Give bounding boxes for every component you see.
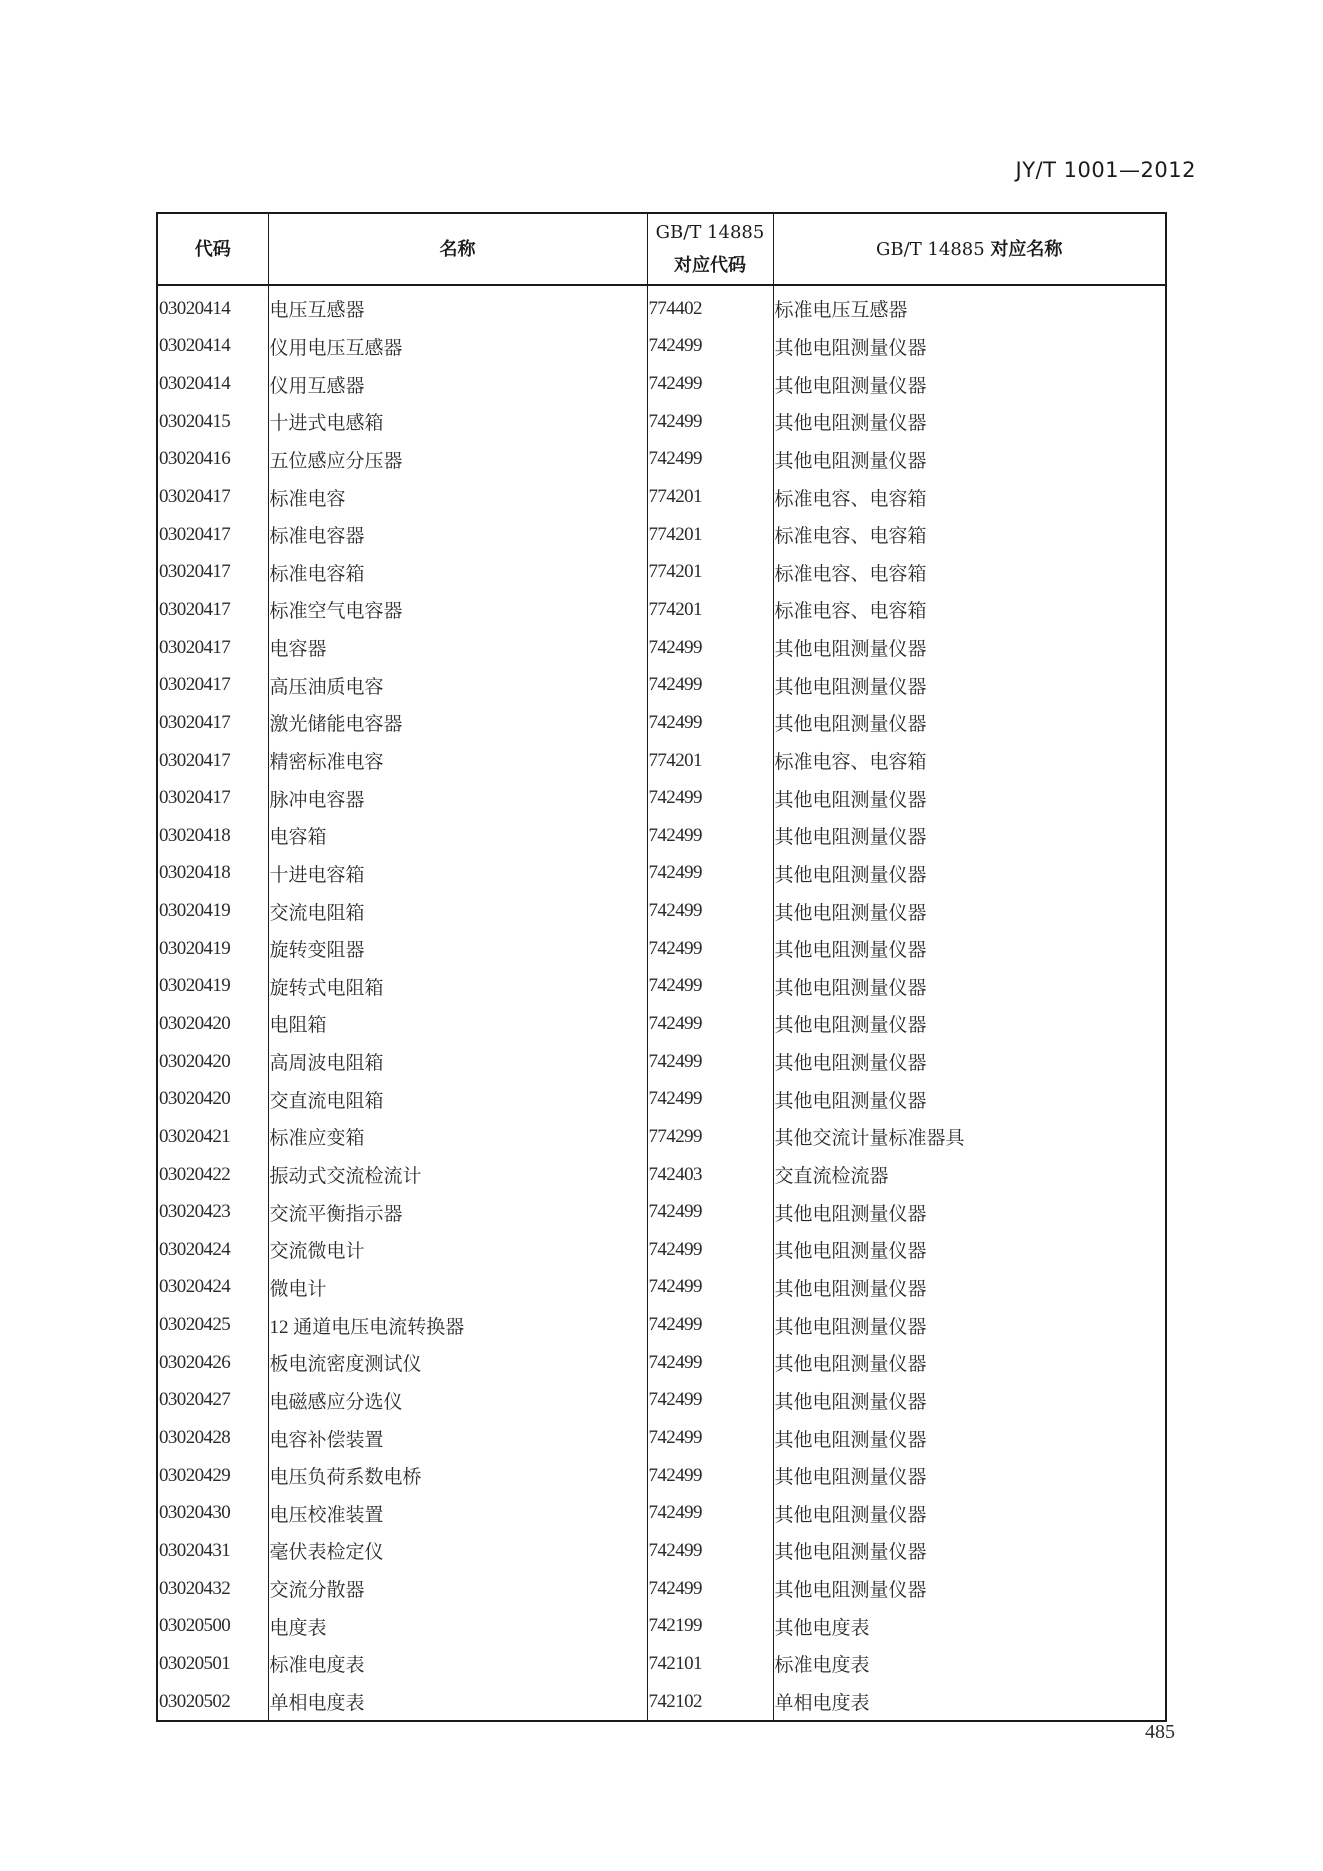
cell-gb-code: 742499 — [647, 817, 773, 855]
cell-gb-code: 742499 — [647, 403, 773, 441]
cell-name: 标准空气电容器 — [268, 591, 647, 629]
cell-gb-code: 742499 — [647, 1495, 773, 1533]
cell-code: 03020424 — [157, 1231, 268, 1269]
cell-code: 03020424 — [157, 1269, 268, 1307]
cell-gb-name: 其他电阻测量仪器 — [773, 365, 1166, 403]
column-header-gb-code — [647, 213, 773, 285]
cell-gb-name: 其他电阻测量仪器 — [773, 1231, 1166, 1269]
cell-code: 03020422 — [157, 1156, 268, 1194]
column-header-gb-code-line2: 对应代码 — [674, 255, 746, 276]
cell-gb-code: 742499 — [647, 1306, 773, 1344]
table-row — [157, 1118, 1166, 1156]
cell-code: 03020418 — [157, 817, 268, 855]
table-row — [157, 1269, 1166, 1307]
cell-gb-name: 其他电阻测量仪器 — [773, 1306, 1166, 1344]
cell-gb-code: 774201 — [647, 591, 773, 629]
cell-name: 电压互感器 — [268, 285, 647, 328]
cell-gb-code: 742499 — [647, 1231, 773, 1269]
cell-name: 仪用电压互感器 — [268, 328, 647, 366]
cell-gb-code: 742499 — [647, 1457, 773, 1495]
cell-gb-code: 742102 — [647, 1683, 773, 1722]
cell-gb-code: 742499 — [647, 1269, 773, 1307]
cell-name: 旋转变阻器 — [268, 930, 647, 968]
column-header-gb-code-line1: GB/T 14885 — [655, 222, 765, 243]
cell-gb-code: 742499 — [647, 666, 773, 704]
cell-gb-name: 其他电阻测量仪器 — [773, 1532, 1166, 1570]
cell-gb-name: 标准电压互感器 — [773, 285, 1166, 328]
cell-code: 03020421 — [157, 1118, 268, 1156]
cell-name: 电磁感应分选仪 — [268, 1382, 647, 1420]
cell-code: 03020429 — [157, 1457, 268, 1495]
cell-gb-name: 其他电阻测量仪器 — [773, 1382, 1166, 1420]
cell-gb-name: 其他电阻测量仪器 — [773, 1193, 1166, 1231]
table-row — [157, 1005, 1166, 1043]
cell-code: 03020426 — [157, 1344, 268, 1382]
cell-gb-code: 742499 — [647, 704, 773, 742]
cell-name: 电度表 — [268, 1607, 647, 1645]
cell-code: 03020417 — [157, 591, 268, 629]
table-row — [157, 968, 1166, 1006]
cell-gb-name: 其他电阻测量仪器 — [773, 1344, 1166, 1382]
table-row — [157, 1570, 1166, 1608]
cell-gb-code: 742499 — [647, 779, 773, 817]
table-row — [157, 478, 1166, 516]
cell-gb-code: 742499 — [647, 1382, 773, 1420]
column-header-code: 代码 — [157, 213, 268, 285]
cell-gb-code: 742499 — [647, 930, 773, 968]
cell-code: 03020417 — [157, 666, 268, 704]
cell-gb-name: 交直流检流器 — [773, 1156, 1166, 1194]
cell-code: 03020414 — [157, 328, 268, 366]
cell-gb-code: 774201 — [647, 478, 773, 516]
cell-name: 电压校准装置 — [268, 1495, 647, 1533]
cell-code: 03020502 — [157, 1683, 268, 1722]
table-row — [157, 1645, 1166, 1683]
cell-name: 微电计 — [268, 1269, 647, 1307]
cell-code: 03020425 — [157, 1306, 268, 1344]
cell-name: 十进电容箱 — [268, 855, 647, 893]
cell-name: 仪用互感器 — [268, 365, 647, 403]
table-row — [157, 892, 1166, 930]
cell-gb-name: 其他电阻测量仪器 — [773, 1457, 1166, 1495]
table-row — [157, 591, 1166, 629]
table-row — [157, 1419, 1166, 1457]
cell-gb-code: 742499 — [647, 892, 773, 930]
cell-name: 高压油质电容 — [268, 666, 647, 704]
cell-code: 03020430 — [157, 1495, 268, 1533]
table-row — [157, 1156, 1166, 1194]
cell-name: 板电流密度测试仪 — [268, 1344, 647, 1382]
table-row — [157, 1457, 1166, 1495]
cell-name: 电压负荷系数电桥 — [268, 1457, 647, 1495]
cell-code: 03020420 — [157, 1080, 268, 1118]
cell-code: 03020414 — [157, 365, 268, 403]
cell-code: 03020417 — [157, 779, 268, 817]
cell-code: 03020431 — [157, 1532, 268, 1570]
cell-gb-code: 774201 — [647, 742, 773, 780]
cell-gb-name: 其他电阻测量仪器 — [773, 629, 1166, 667]
table-row — [157, 704, 1166, 742]
table-row — [157, 1683, 1166, 1722]
cell-gb-name: 标准电容、电容箱 — [773, 516, 1166, 554]
cell-gb-code: 774402 — [647, 285, 773, 328]
page-number: 485 — [1145, 1721, 1175, 1743]
cell-code: 03020419 — [157, 930, 268, 968]
cell-code: 03020417 — [157, 553, 268, 591]
table-body — [157, 285, 1166, 1721]
table-row — [157, 403, 1166, 441]
table-row — [157, 930, 1166, 968]
table-row — [157, 285, 1166, 328]
standard-code-header: JY/T 1001—2012 — [1015, 158, 1196, 182]
cell-code: 03020418 — [157, 855, 268, 893]
cell-code: 03020417 — [157, 742, 268, 780]
column-header-name: 名称 — [268, 213, 647, 285]
cell-gb-code: 742499 — [647, 441, 773, 479]
cell-code: 03020417 — [157, 478, 268, 516]
cell-gb-code: 742499 — [647, 1193, 773, 1231]
cell-name: 交流平衡指示器 — [268, 1193, 647, 1231]
cell-code: 03020419 — [157, 892, 268, 930]
cell-name: 交流分散器 — [268, 1570, 647, 1608]
table-row — [157, 1231, 1166, 1269]
cell-gb-code: 742499 — [647, 328, 773, 366]
cell-gb-name: 其他电阻测量仪器 — [773, 441, 1166, 479]
cell-name: 旋转式电阻箱 — [268, 968, 647, 1006]
table-row — [157, 855, 1166, 893]
cell-gb-name: 其他电阻测量仪器 — [773, 328, 1166, 366]
table-row — [157, 553, 1166, 591]
cell-code: 03020419 — [157, 968, 268, 1006]
cell-gb-code: 774299 — [647, 1118, 773, 1156]
cell-code: 03020500 — [157, 1607, 268, 1645]
cell-gb-code: 742199 — [647, 1607, 773, 1645]
cell-name: 标准应变箱 — [268, 1118, 647, 1156]
table-row — [157, 1043, 1166, 1081]
cell-name: 标准电度表 — [268, 1645, 647, 1683]
cell-name: 电容箱 — [268, 817, 647, 855]
cell-gb-name: 其他电阻测量仪器 — [773, 968, 1166, 1006]
cell-code: 03020432 — [157, 1570, 268, 1608]
table-row — [157, 328, 1166, 366]
cell-gb-name: 其他电阻测量仪器 — [773, 1419, 1166, 1457]
column-header-gb-name — [773, 213, 1166, 285]
cell-gb-name: 标准电容、电容箱 — [773, 553, 1166, 591]
table-row — [157, 1607, 1166, 1645]
cell-name: 标准电容箱 — [268, 553, 647, 591]
cell-code: 03020417 — [157, 704, 268, 742]
cell-gb-name: 其他电阻测量仪器 — [773, 817, 1166, 855]
cell-gb-name: 其他电阻测量仪器 — [773, 1080, 1166, 1118]
cell-gb-code: 742499 — [647, 629, 773, 667]
cell-gb-name: 其他电阻测量仪器 — [773, 1495, 1166, 1533]
column-header-gb-name-prefix: GB/T 14885 — [876, 238, 991, 260]
cell-gb-code: 742499 — [647, 1043, 773, 1081]
cell-gb-name: 其他交流计量标准器具 — [773, 1118, 1166, 1156]
cell-name: 单相电度表 — [268, 1683, 647, 1722]
table-row — [157, 516, 1166, 554]
cell-name: 电容器 — [268, 629, 647, 667]
table-header-row — [157, 213, 1166, 285]
cell-code: 03020414 — [157, 285, 268, 328]
cell-gb-name: 其他电阻测量仪器 — [773, 403, 1166, 441]
cell-name: 激光储能电容器 — [268, 704, 647, 742]
cell-gb-name: 标准电容、电容箱 — [773, 591, 1166, 629]
cell-gb-code: 742499 — [647, 1344, 773, 1382]
cell-name: 标准电容 — [268, 478, 647, 516]
cell-code: 03020420 — [157, 1043, 268, 1081]
cell-name: 振动式交流检流计 — [268, 1156, 647, 1194]
table-row — [157, 1495, 1166, 1533]
cell-gb-code: 774201 — [647, 516, 773, 554]
cell-code: 03020415 — [157, 403, 268, 441]
cell-gb-code: 742499 — [647, 1532, 773, 1570]
cell-gb-code: 742499 — [647, 365, 773, 403]
table-row — [157, 1344, 1166, 1382]
cell-name: 交直流电阻箱 — [268, 1080, 647, 1118]
table-row — [157, 1382, 1166, 1420]
table-row — [157, 1532, 1166, 1570]
table-row — [157, 441, 1166, 479]
cell-gb-code: 742499 — [647, 1080, 773, 1118]
cell-gb-name: 其他电阻测量仪器 — [773, 1269, 1166, 1307]
cell-name: 交流微电计 — [268, 1231, 647, 1269]
cell-gb-code: 742499 — [647, 1005, 773, 1043]
cell-name: 精密标准电容 — [268, 742, 647, 780]
cell-code: 03020417 — [157, 629, 268, 667]
cell-gb-name: 其他电阻测量仪器 — [773, 1570, 1166, 1608]
cell-gb-name: 其他电阻测量仪器 — [773, 930, 1166, 968]
cell-gb-name: 标准电容、电容箱 — [773, 742, 1166, 780]
cell-name: 脉冲电容器 — [268, 779, 647, 817]
cell-name: 12 通道电压电流转换器 — [268, 1306, 647, 1344]
cell-gb-code: 742499 — [647, 1570, 773, 1608]
cell-gb-name: 单相电度表 — [773, 1683, 1166, 1722]
table-row — [157, 365, 1166, 403]
table-row — [157, 629, 1166, 667]
cell-gb-code: 742499 — [647, 1419, 773, 1457]
cell-gb-code: 774201 — [647, 553, 773, 591]
cell-name: 十进式电感箱 — [268, 403, 647, 441]
cell-name: 交流电阻箱 — [268, 892, 647, 930]
column-header-gb-name-suffix: 对应名称 — [990, 238, 1063, 260]
cell-code: 03020501 — [157, 1645, 268, 1683]
cell-name: 高周波电阻箱 — [268, 1043, 647, 1081]
cell-name: 电容补偿装置 — [268, 1419, 647, 1457]
cell-gb-code: 742499 — [647, 855, 773, 893]
cell-gb-name: 其他电阻测量仪器 — [773, 779, 1166, 817]
cell-name: 毫伏表检定仪 — [268, 1532, 647, 1570]
cell-gb-code: 742499 — [647, 968, 773, 1006]
code-mapping-table — [156, 212, 1167, 1722]
cell-code: 03020427 — [157, 1382, 268, 1420]
cell-name: 电阻箱 — [268, 1005, 647, 1043]
cell-code: 03020417 — [157, 516, 268, 554]
table-row — [157, 1306, 1166, 1344]
cell-gb-name: 其他电度表 — [773, 1607, 1166, 1645]
cell-gb-code: 742403 — [647, 1156, 773, 1194]
table-row — [157, 817, 1166, 855]
table-row — [157, 1080, 1166, 1118]
table-row — [157, 779, 1166, 817]
cell-code: 03020423 — [157, 1193, 268, 1231]
cell-code: 03020416 — [157, 441, 268, 479]
table-row — [157, 742, 1166, 780]
cell-gb-name: 其他电阻测量仪器 — [773, 704, 1166, 742]
cell-gb-name: 其他电阻测量仪器 — [773, 1005, 1166, 1043]
cell-gb-name: 其他电阻测量仪器 — [773, 666, 1166, 704]
table-row — [157, 1193, 1166, 1231]
table-row — [157, 666, 1166, 704]
cell-gb-name: 标准电度表 — [773, 1645, 1166, 1683]
cell-name: 标准电容器 — [268, 516, 647, 554]
cell-name: 五位感应分压器 — [268, 441, 647, 479]
cell-code: 03020420 — [157, 1005, 268, 1043]
cell-code: 03020428 — [157, 1419, 268, 1457]
cell-gb-name: 其他电阻测量仪器 — [773, 892, 1166, 930]
cell-gb-code: 742101 — [647, 1645, 773, 1683]
cell-gb-name: 其他电阻测量仪器 — [773, 1043, 1166, 1081]
cell-gb-name: 其他电阻测量仪器 — [773, 855, 1166, 893]
cell-gb-name: 标准电容、电容箱 — [773, 478, 1166, 516]
